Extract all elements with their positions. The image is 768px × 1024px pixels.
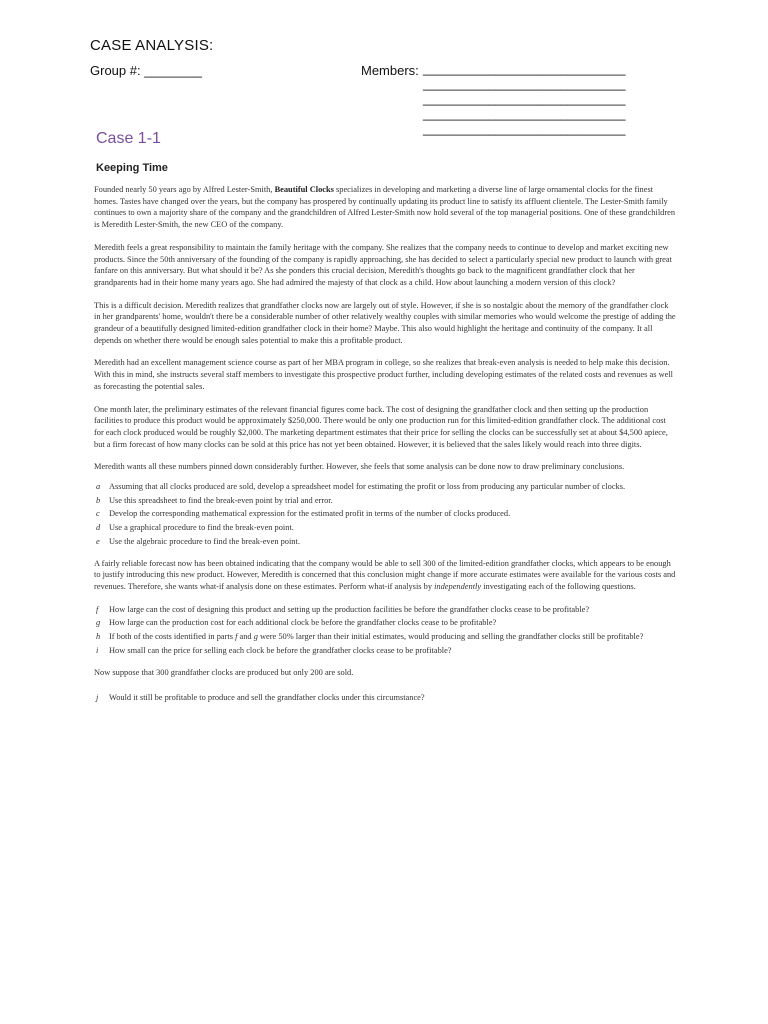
members-label: Members: [361,63,419,78]
paragraph: Meredith wants all these numbers pinned down considerably further. However, she feels that some analysis can be done now to draw preliminary conclusions. [94,462,625,472]
paragraph: One month later, the preliminary estimates of the relevant financial figures come back. The cost of designing the grandfather clock and then setting up the production facilities to produce this product would be approximately $250,000. There would be only one production run for this limited-edition grandfather clock. The additional cost for each clock produced would be roughly $2,000. The marketing department estimates that their price for selling the clocks can be successfully set at about $4,500 apiece, but a firm forecast of how many clocks can be sold at this price has not yet been obtained. However, it is believed that the sales likely would reach into three digits. [94,404,668,449]
page-title: CASE ANALYSIS: [90,37,214,54]
question-list-a-e [94,481,676,548]
paragraph: Meredith feels a great responsibility to maintain the family heritage with the company. She realizes that the company needs to continue to develop and market exciting new products. Since the 50th anniversary of the founding of the company is rapidly approaching, she has decided to select a particularly special new product to launch with great fanfare on this anniversary. But what should it be? As she ponders this crucial decision, Meredith's thoughts go back to the magnificent grandfather clock that her grandparents had in their home many years ago. She had admired the majesty of that clock as a child. How about launching a modern version of this clock? [94,242,672,287]
question-item: c Develop the corresponding mathematical expression for the estimated profit in terms of the number of clocks produced. [96,509,511,519]
members-line: ____________________________ [423,61,626,76]
question-item: a Assuming that all clocks produced are sold, develop a spreadsheet model for estimating the profit or loss from producing any particular number of clocks. [96,482,626,492]
members-line: ____________________________ [423,121,626,136]
question-item: b Use this spreadsheet to find the break-even point by trial and error. [96,495,333,505]
case-body [94,184,676,714]
paragraph: This is a difficult decision. Meredith realizes that grandfather clocks now are largely out of style. However, if she is so nostalgic about the memory of the grandfather clock in her grandparents' home, wouldn't there be a considerable number of other relatively wealthy couples with similar memories who would welcome the prestige of adding the grandeur of a beautifully designed limited-edition grandfather clock in their home? Maybe. This also would highlight the heritage and continuity of the company. It all depends on whether there would be enough sales potential to make this a profitable product. [94,300,676,345]
paragraph: Now suppose that 300 grandfather clocks are produced but only 200 are sold. [94,667,354,677]
members-line: ____________________________ [423,91,626,106]
paragraph-what-if: A fairly reliable forecast now has been obtained indicating that the company would be able to sell 300 of the limited-edition grandfather clocks, which appears to be enough to justify introducing this new product. However, Meredith is concerned that this conclusion might change if more accurate estimates were available for the various costs and revenues. Therefore, she wants what-if analysis done on these estimates. Perform what-if analysis by independently investigating each of the following questions. [94,558,676,591]
question-list-f-i [94,604,676,657]
question-item: f How large can the cost of designing this product and setting up the production facilities be before the grandfather clocks cease to be profitable? [96,604,590,614]
question-item: d Use a graphical procedure to find the break-even point. [96,523,294,533]
members-line: ____________________________ [423,106,626,121]
question-item: e Use the algebraic procedure to find the break-even point. [96,536,300,546]
question-item: g How large can the production cost for each additional clock be before the grandfather clocks cease to be profitable? [96,618,497,628]
group-number-field: Group #: ________ [90,63,203,78]
members-line: ____________________________ [423,76,626,91]
case-title: Keeping Time [96,162,168,174]
company-name: Beautiful Clocks [274,185,334,194]
question-item: i How small can the price for selling each clock be before the grandfather clocks cease to be profitable? [96,645,452,655]
question-item: h If both of the costs identified in parts f and g were 50% larger than their initial estimates, would producing and selling the grandfather clocks still be profitable? [96,632,644,642]
question-list-j [94,692,676,704]
question-item: j Would it still be profitable to produce and sell the grandfather clocks under this circumstance? [96,693,425,703]
paragraph: Meredith had an excellent management science course as part of her MBA program in college, so she realizes that break-even analysis is needed to help make this decision. With this in mind, she instructs several staff members to investigate this prospective product further, including developing estimates of the related costs and revenues as well as forecasting the potential sales. [94,358,673,391]
paragraph-intro: Founded nearly 50 years ago by Alfred Lester-Smith, Beautiful Clocks specializes in developing and marketing a diverse line of large ornamental clocks for the finest homes. Tastes have changed over the years, but the company has prospered by continually updating its product line to satisfy its affluent clientele. The Lester-Smith family continues to own a majority share of the company and the grandchildren of Alfred Lester-Smith now hold several of the top managerial positions. One of these grandchildren is Meredith Lester-Smith, the new CEO of the company. [94,185,676,230]
case-number: Case 1-1 [96,130,161,147]
